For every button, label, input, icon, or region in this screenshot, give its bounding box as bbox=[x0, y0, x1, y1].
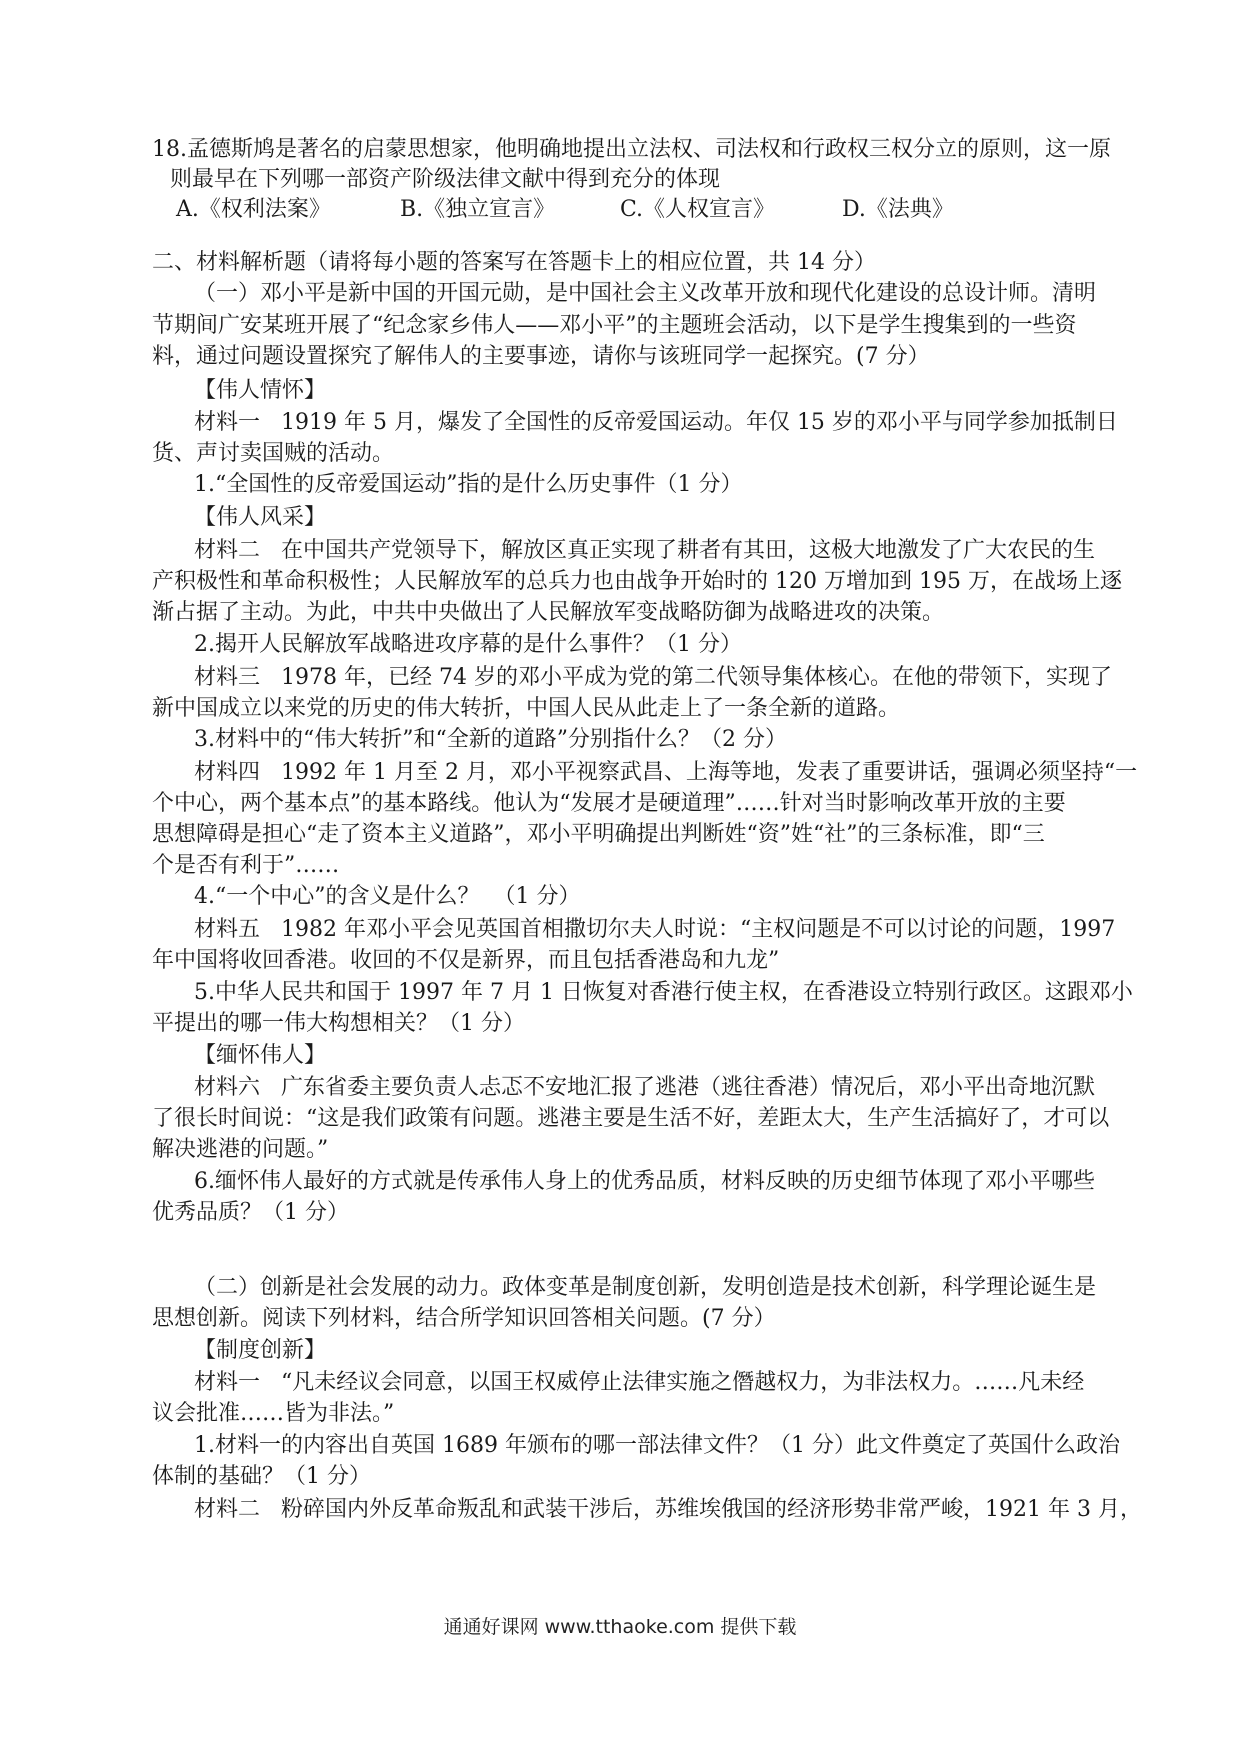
material-6-line-3: 解决逃港的问题。” bbox=[152, 1137, 329, 1162]
material-4-line-4: 个是否有利于”…… bbox=[152, 853, 340, 878]
material-3-line-1: 材料三 1978 年，已经 74 岁的邓小平成为党的第二代领导集体核心。在他的带领下，实现了 bbox=[194, 665, 1112, 690]
q18-option-d: D.《法典》 bbox=[842, 197, 954, 222]
material-2-line-2: 产积极性和革命积极性；人民解放军的总兵力也由战争开始时的 120 万增加到 195 万，在战场上逐 bbox=[152, 569, 1122, 594]
part1-intro-3: 料，通过问题设置探究了解伟人的主要事迹，请你与该班同学一起探究。(7 分） bbox=[152, 344, 930, 369]
question-2: 2.揭开人民解放军战略进攻序幕的是什么事件？（1 分） bbox=[194, 632, 742, 657]
material-4-line-2: 个中心，两个基本点”的基本路线。他认为“发展才是硬道理”……针对当时影响改革开放的主要 bbox=[152, 791, 1066, 816]
part1-intro-2: 节期间广安某班开展了“纪念家乡伟人——邓小平”的主题班会活动，以下是学生搜集到的一些资 bbox=[152, 313, 1077, 338]
material-6-line-1: 材料六 广东省委主要负责人忐忑不安地汇报了逃港（逃往香港）情况后，邓小平出奇地沉默 bbox=[194, 1075, 1095, 1100]
material-2-line-1: 材料二 在中国共产党领导下，解放区真正实现了耕者有其田，这极大地激发了广大农民的生 bbox=[194, 538, 1095, 563]
material-2-line-3: 渐占据了主动。为此，中共中央做出了人民解放军变战略防御为战略进攻的决策。 bbox=[152, 600, 945, 625]
q18-option-b: B.《独立宣言》 bbox=[400, 197, 556, 222]
q18-line-2: 则最早在下列哪一部资产阶级法律文献中得到充分的体现 bbox=[170, 167, 721, 192]
question-1: 1.“全国性的反帝爱国运动”指的是什么历史事件（1 分） bbox=[194, 472, 743, 497]
part2-material-1-line-2: 议会批准……皆为非法。” bbox=[152, 1401, 395, 1426]
part1-intro-1: （一）邓小平是新中国的开国元勋，是中国社会主义改革开放和现代化建设的总设计师。清明 bbox=[194, 281, 1097, 306]
q18-line-1: 18.孟德斯鸠是著名的启蒙思想家，他明确地提出立法权、司法权和行政权三权分立的原则，这一原 bbox=[152, 137, 1111, 162]
part2-material-1-line-1: 材料一 “凡未经议会同意，以国王权威停止法律实施之僭越权力，为非法权力。……凡未经 bbox=[194, 1370, 1085, 1395]
question-5-line-1: 5.中华人民共和国于 1997 年 7 月 1 日恢复对香港行使主权，在香港设立特别行政区。这跟邓小 bbox=[194, 980, 1133, 1005]
material-5-line-2: 年中国将收回香港。收回的不仅是新界，而且包括香港岛和九龙” bbox=[152, 948, 780, 973]
q18-option-a: A.《权利法案》 bbox=[176, 197, 331, 222]
subheading-huaiwei-weiren: 【缅怀伟人】 bbox=[194, 1043, 327, 1068]
part2-intro-2: 思想创新。阅读下列材料，结合所学知识回答相关问题。(7 分） bbox=[152, 1306, 776, 1331]
material-6-line-2: 了很长时间说：“这是我们政策有问题。逃港主要是生活不好，差距太大，生产生活搞好了，才可以 bbox=[152, 1106, 1110, 1131]
question-6-line-2: 优秀品质？（1 分） bbox=[152, 1200, 349, 1225]
material-1-line-2: 货、声讨卖国贼的活动。 bbox=[152, 441, 395, 466]
material-4-line-1: 材料四 1992 年 1 月至 2 月，邓小平视察武昌、上海等地，发表了重要讲话，强调必须坚持“一 bbox=[194, 760, 1138, 785]
material-5-line-1: 材料五 1982 年邓小平会见英国首相撒切尔夫人时说：“主权问题是不可以讨论的问题，1997 bbox=[194, 917, 1116, 942]
q18-option-c: C.《人权宣言》 bbox=[620, 197, 776, 222]
part2-material-2-line-1: 材料二 粉碎国内外反革命叛乱和武装干涉后，苏维埃俄国的经济形势非常严峻，1921 年 3 月， bbox=[194, 1497, 1142, 1522]
question-5-line-2: 平提出的哪一伟大构想相关？（1 分） bbox=[152, 1011, 525, 1036]
section-heading: 二、材料解析题（请将每小题的答案写在答题卡上的相应位置，共 14 分） bbox=[152, 250, 876, 275]
footer-source: 通通好课网 www.tthaoke.com 提供下载 bbox=[443, 1616, 797, 1638]
part2-intro-1: （二）创新是社会发展的动力。政体变革是制度创新，发明创造是技术创新，科学理论诞生是 bbox=[194, 1275, 1097, 1300]
material-1-line-1: 材料一 1919 年 5 月，爆发了全国性的反帝爱国运动。年仅 15 岁的邓小平与同学参加抵制日 bbox=[194, 410, 1118, 435]
question-4: 4.“一个中心”的含义是什么？ （1 分） bbox=[194, 884, 581, 909]
part2-question-1-line-2: 体制的基础？（1 分） bbox=[152, 1464, 371, 1489]
question-6-line-1: 6.缅怀伟人最好的方式就是传承伟人身上的优秀品质，材料反映的历史细节体现了邓小平哪些 bbox=[194, 1169, 1095, 1194]
subheading-weiren-fengcai: 【伟人风采】 bbox=[194, 505, 327, 530]
material-4-line-3: 思想障碍是担心“走了资本主义道路”，邓小平明确提出判断姓“资”姓“社”的三条标准，即“三 bbox=[152, 822, 1045, 847]
question-3: 3.材料中的“伟大转折”和“全新的道路”分别指什么？（2 分） bbox=[194, 727, 787, 752]
material-3-line-2: 新中国成立以来党的历史的伟大转折，中国人民从此走上了一条全新的道路。 bbox=[152, 696, 901, 721]
subheading-zhidu-chuangxin: 【制度创新】 bbox=[194, 1338, 327, 1363]
subheading-weiren-qinghuai: 【伟人情怀】 bbox=[194, 378, 327, 403]
part2-question-1-line-1: 1.材料一的内容出自英国 1689 年颁布的哪一部法律文件？（1 分）此文件奠定了英国什么政治 bbox=[194, 1433, 1120, 1458]
